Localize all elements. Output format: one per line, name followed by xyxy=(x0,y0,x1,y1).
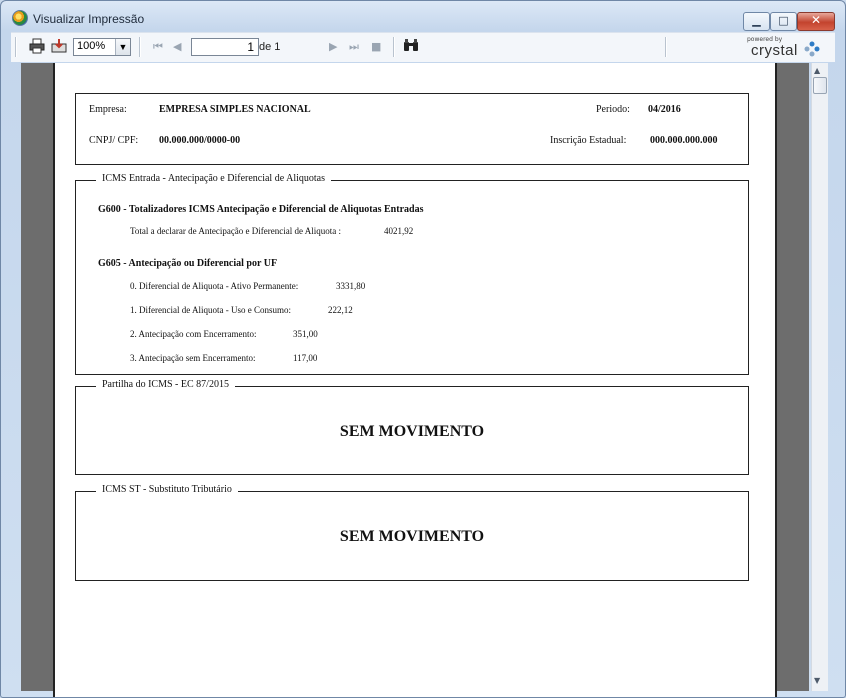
g605-item-value: 222,12 xyxy=(328,305,353,315)
scroll-down-icon[interactable]: ▼ xyxy=(814,676,821,685)
ie-value: 000.000.000.000 xyxy=(650,135,718,146)
g600-total-value: 4021,92 xyxy=(384,226,414,236)
brand-label: crystal xyxy=(751,42,798,59)
g605-title: G605 - Antecipação ou Diferencial por UF xyxy=(98,258,278,269)
section-legend: ICMS ST - Substituto Tributário xyxy=(96,484,238,495)
minimize-button[interactable] xyxy=(743,12,770,31)
status-label: SEM MOVIMENTO xyxy=(339,423,485,440)
export-button[interactable] xyxy=(51,38,67,56)
icms-entrada-section xyxy=(75,173,749,375)
g605-item-label: 3. Antecipação sem Encerramento: xyxy=(130,353,256,363)
export-icon xyxy=(51,38,67,54)
zoom-value: 100% xyxy=(77,40,106,52)
print-button[interactable] xyxy=(29,38,45,56)
g605-item-value: 351,00 xyxy=(293,329,318,339)
empresa-label: Empresa: xyxy=(89,104,127,115)
scroll-up-icon[interactable]: ▲ xyxy=(814,66,821,75)
last-page-icon[interactable]: ⏭ xyxy=(349,40,359,53)
status-label: SEM MOVIMENTO xyxy=(339,528,485,545)
periodo-label: Periodo: xyxy=(596,104,630,115)
zoom-select[interactable] xyxy=(73,38,131,56)
g605-item-label: 0. Diferencial de Aliquota - Ativo Permanente: xyxy=(130,281,299,291)
close-button[interactable] xyxy=(797,12,835,31)
g605-item-value: 117,00 xyxy=(293,353,318,363)
next-page-icon[interactable]: ▶ xyxy=(329,40,338,53)
binoculars-icon xyxy=(403,38,419,52)
cnpj-value: 00.000.000/0000-00 xyxy=(159,135,241,146)
search-button[interactable] xyxy=(403,38,419,56)
g605-item-value: 3331,80 xyxy=(336,281,366,291)
page-count-label: de 1 xyxy=(259,41,281,53)
g600-total-label: Total a declarar de Antecipação e Diferencial de Aliquota : xyxy=(130,226,342,236)
ie-label: Inscrição Estadual: xyxy=(550,135,627,146)
toolbar-separator xyxy=(393,37,395,57)
empresa-value: EMPRESA SIMPLES NACIONAL xyxy=(159,104,311,115)
crystal-logo xyxy=(739,35,829,59)
periodo-value: 04/2016 xyxy=(648,104,681,115)
page-number-input[interactable] xyxy=(191,38,259,56)
report-page xyxy=(53,63,777,698)
toolbar-grip xyxy=(15,37,17,57)
title-bar[interactable] xyxy=(1,1,845,31)
close-icon: ✕ xyxy=(810,13,822,27)
section-legend: Partilha do ICMS - EC 87/2015 xyxy=(96,379,235,390)
current-page-value: 1 xyxy=(247,40,254,54)
powered-by-label: powered by xyxy=(747,36,783,43)
vertical-scrollbar[interactable] xyxy=(811,63,828,691)
header-box xyxy=(75,93,749,165)
icms-st-section xyxy=(75,484,749,581)
report-viewer xyxy=(21,63,809,691)
printer-icon xyxy=(29,38,45,54)
g605-item-label: 2. Antecipação com Encerramento: xyxy=(130,329,257,339)
chevron-down-icon[interactable]: ▼ xyxy=(115,39,130,55)
section-legend: ICMS Entrada - Antecipação e Diferencial de Aliquotas xyxy=(96,173,331,184)
crystal-dots-icon xyxy=(804,41,820,57)
previous-page-icon[interactable]: ◀ xyxy=(173,40,182,53)
cnpj-label: CNPJ/ CPF: xyxy=(89,135,139,146)
viewer-toolbar xyxy=(11,32,835,62)
maximize-button[interactable] xyxy=(770,12,797,31)
partilha-icms-section xyxy=(75,379,749,475)
g600-title: G600 - Totalizadores ICMS Antecipação e Diferencial de Aliquotas Entradas xyxy=(98,204,424,215)
toolbar-separator xyxy=(665,37,667,57)
g605-item-label: 1. Diferencial de Aliquota - Uso e Consumo: xyxy=(130,305,291,315)
maximize-icon: □ xyxy=(778,14,789,27)
stop-icon[interactable]: ■ xyxy=(371,40,382,53)
toolbar-separator xyxy=(139,37,141,57)
app-icon xyxy=(12,10,28,26)
scroll-thumb[interactable] xyxy=(813,77,827,94)
first-page-icon[interactable]: ⏮ xyxy=(153,40,163,53)
window-title: Visualizar Impressão xyxy=(33,12,145,26)
minimize-icon: ▁ xyxy=(752,14,761,27)
